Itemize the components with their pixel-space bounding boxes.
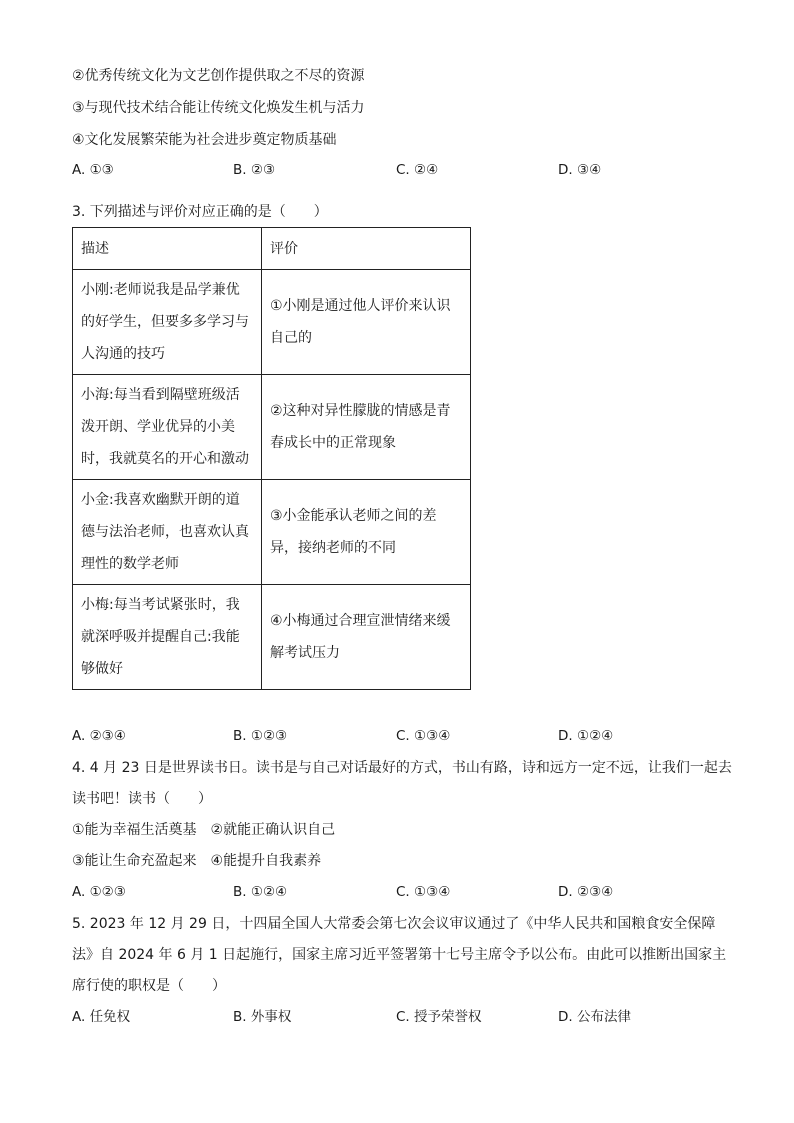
q4-option-a[interactable]: A. ①②③: [72, 884, 126, 900]
q3-header-desc: 描述: [73, 228, 262, 270]
q3-option-b[interactable]: B. ①②③: [233, 728, 288, 744]
table-row: [73, 480, 471, 585]
cell-text: 小金:我喜欢幽默开朗的道德与法治老师，也喜欢认真理性的数学老师: [81, 492, 249, 572]
q3-row1-desc: [73, 270, 262, 375]
q2-statement-4: ④文化发展繁荣能为社会进步奠定物质基础: [72, 132, 337, 148]
q5-option-a[interactable]: A. 任免权: [72, 1009, 131, 1025]
q3-row3-desc: [73, 480, 262, 585]
q3-row4-eval: [262, 585, 471, 690]
q3-table: [72, 227, 471, 690]
q3-option-a[interactable]: A. ②③④: [72, 728, 126, 744]
q3-table-header: [73, 228, 471, 270]
q4-option-b[interactable]: B. ①②④: [233, 884, 288, 900]
q4-statements-line1: ①能为幸福生活奠基 ②就能正确认识自己: [72, 822, 336, 838]
q4-option-d[interactable]: D. ②③④: [558, 884, 614, 900]
q3-row4-desc: [73, 585, 262, 690]
cell-text: ③小金能承认老师之间的差异，接纳老师的不同: [270, 508, 437, 556]
q2-option-a[interactable]: A. ①③: [72, 162, 114, 178]
table-row: [73, 270, 471, 375]
q4-options: [72, 882, 772, 902]
q3-option-c[interactable]: C. ①③④: [396, 728, 451, 744]
table-row: [73, 585, 471, 690]
q5-options: [72, 1007, 772, 1027]
table-row: [73, 375, 471, 480]
q3-row2-eval: [262, 375, 471, 480]
q3-option-d[interactable]: D. ①②④: [558, 728, 614, 744]
q2-options: [72, 160, 772, 180]
q2-option-c[interactable]: C. ②④: [396, 162, 439, 178]
cell-text: 小海:每当看到隔壁班级活泼开朗、学业优异的小美时，我就莫名的开心和激动: [81, 387, 249, 467]
q2-option-d[interactable]: D. ③④: [558, 162, 602, 178]
cell-text: ①小刚是通过他人评价来认识自己的: [270, 298, 451, 346]
q2-option-b[interactable]: B. ②③: [233, 162, 276, 178]
q5-option-d[interactable]: D. 公布法律: [558, 1009, 631, 1025]
q4-option-c[interactable]: C. ①③④: [396, 884, 451, 900]
q2-statement-3: ③与现代技术结合能让传统文化焕发生机与活力: [72, 100, 365, 116]
q4-stem-line1: 4. 4 月 23 日是世界读书日。读书是与自己对话最好的方式，书山有路，诗和远方一定不远，让我们一起去: [72, 760, 732, 776]
q5-option-c[interactable]: C. 授予荣誉权: [396, 1009, 482, 1025]
q3-row2-desc: [73, 375, 262, 480]
cell-text: 小梅:每当考试紧张时，我就深呼吸并提醒自己:我能够做好: [81, 597, 240, 677]
q4-statements-line2: ③能让生命充盈起来 ④能提升自我素养: [72, 853, 322, 869]
cell-text: ②这种对异性朦胧的情感是青春成长中的正常现象: [270, 403, 451, 451]
cell-text: 小刚:老师说我是品学兼优的好学生，但要多多学习与人沟通的技巧: [81, 282, 249, 362]
q5-stem-line1: 5. 2023 年 12 月 29 日，十四届全国人大常委会第七次会议审议通过了《中华人民共和国粮食安全保障: [72, 916, 716, 932]
q5-option-b[interactable]: B. 外事权: [233, 1009, 292, 1025]
q3-options: [72, 726, 772, 746]
cell-text: ④小梅通过合理宣泄情绪来缓解考试压力: [270, 613, 451, 661]
q3-stem: 3. 下列描述与评价对应正确的是（ ）: [72, 204, 328, 220]
q4-stem-line2: 读书吧！读书（ ）: [72, 791, 212, 807]
q3-row1-eval: [262, 270, 471, 375]
q3-row3-eval: [262, 480, 471, 585]
q5-stem-line2: 法》自 2024 年 6 月 1 日起施行，国家主席习近平签署第十七号主席令予以公布。由此可以推断出国家主: [72, 947, 727, 963]
q3-header-eval: 评价: [262, 228, 471, 270]
q2-statement-2: ②优秀传统文化为文艺创作提供取之不尽的资源: [72, 68, 365, 84]
q5-stem-line3: 席行使的职权是（ ）: [72, 978, 226, 994]
